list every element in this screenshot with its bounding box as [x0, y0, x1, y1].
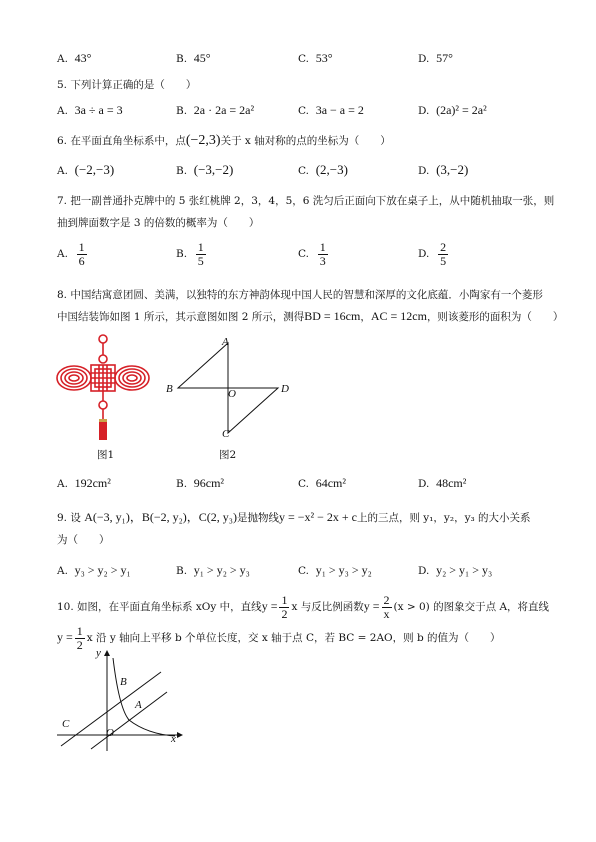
- q5-option-c: C. 3a − a = 2: [298, 103, 364, 117]
- q6-option-b: B. (−3,−2): [176, 162, 234, 177]
- graph-label-x: x: [171, 733, 176, 745]
- q7-option-a: A. $\frac{1}{6}$: [57, 240, 85, 268]
- q7-option-c: C. $\frac{1}{3}$: [298, 240, 326, 268]
- figure2-caption: 图2: [219, 449, 237, 461]
- q4-option-c: C. 53°: [298, 51, 333, 65]
- q9-option-b: B. y₁ > y₂ > y₃: [176, 563, 250, 577]
- q5-option-d: D. (2a)² = 2a²: [418, 103, 487, 117]
- q7-stem-line1: 7. 把一副普通扑克牌中的 5 张红桃牌 2，3，4，5，6 洗匀后正面向下放在桌子上，从中随机抽取一张，则: [57, 195, 555, 207]
- q6-option-a: A. (−2,−3): [57, 162, 115, 177]
- q7-stem-line2: 抽到牌面数字是 3 的倍数的概率为（ ）: [57, 217, 260, 229]
- q6-stem: 6. 在平面直角坐标系中，点(−2,3)关于 x 轴对称的点的坐标为（ ）: [57, 133, 391, 148]
- q4-option-a: A. 43°: [57, 51, 92, 65]
- graph-label-y: y: [96, 647, 101, 659]
- coordinate-graph: [55, 648, 185, 753]
- chinese-knot-image: [52, 333, 160, 443]
- q10-stem-line1: 10. 如图，在平面直角坐标系 xOy 中，直线y = $\frac{1}{2}$ x 与反比例函数y = $\frac{2}{x}$ (x > 0) 的图象交于点 A，将直线: [57, 593, 550, 621]
- q6-option-d: D. (3,−2): [418, 162, 469, 177]
- q5-stem: 5. 下列计算正确的是（ ）: [57, 79, 197, 91]
- q8-stem-line1: 8. 中国结寓意团圆、美满，以独特的东方神韵体现中国人民的智慧和深厚的文化底蕴．小陶家有一个菱形: [57, 289, 543, 301]
- q8-option-a: A. 192cm²: [57, 476, 111, 490]
- q10-stem-line2: y = $\frac{1}{2}$ x 沿 y 轴向上平移 b 个单位长度，交 x 轴于点 C，若 BC = 2AO，则 b 的值为（ ）: [57, 624, 501, 652]
- rhombus-label-d: D: [281, 383, 289, 395]
- q6-option-c: C. (2,−3): [298, 162, 348, 177]
- rhombus-label-a: A: [222, 336, 229, 348]
- q8-stem-line2: 中国结装饰如图 1 所示，其示意图如图 2 所示，测得BD = 16cm，AC = 12cm，则该菱形的面积为（ ）: [57, 309, 564, 323]
- q4-option-d: D. 57°: [418, 51, 453, 65]
- rhombus-label-o: O: [228, 388, 236, 400]
- q9-stem-line2: 为（ ）: [57, 534, 110, 546]
- q9-option-a: A. y₃ > y₂ > y₁: [57, 563, 131, 577]
- graph-label-o: O: [106, 727, 114, 739]
- rhombus-label-b: B: [166, 383, 173, 395]
- graph-label-a: A: [135, 699, 142, 711]
- rhombus-label-c: C: [222, 428, 230, 440]
- q9-option-d: D. y₂ > y₁ > y₃: [418, 563, 493, 577]
- q7-option-b: B. $\frac{1}{5}$: [176, 240, 204, 268]
- q8-option-b: B. 96cm²: [176, 476, 225, 490]
- q5-option-b: B. 2a · 2a = 2a²: [176, 103, 255, 117]
- q5-option-a: A. 3a ÷ a = 3: [57, 103, 123, 117]
- q8-option-c: C. 64cm²: [298, 476, 346, 490]
- graph-label-b: B: [120, 676, 127, 688]
- q9-option-c: C. y₁ > y₃ > y₂: [298, 563, 372, 577]
- q7-option-d: D. $\frac{2}{5}$: [418, 240, 447, 268]
- q9-stem-line1: 9. 设 A(−3, y₁)，B(−2, y₂)，C(2, y₃)是抛物线y = −x² − 2x + c上的三点，则 y₁，y₂，y₃ 的大小关系: [57, 510, 531, 524]
- graph-label-c: C: [62, 718, 70, 730]
- q8-option-d: D. 48cm²: [418, 476, 467, 490]
- figure1-caption: 图1: [97, 449, 115, 461]
- q4-option-b: B. 45°: [176, 51, 211, 65]
